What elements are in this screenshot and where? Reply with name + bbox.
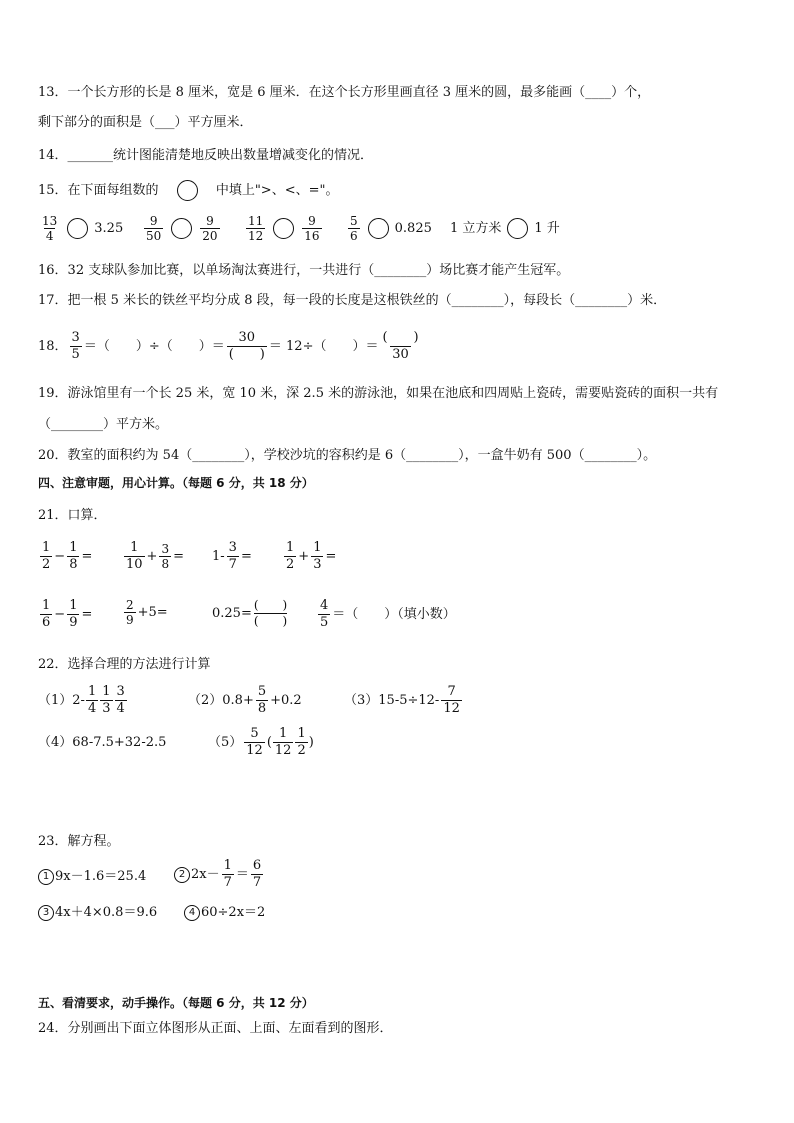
fraction-denominator: 4	[45, 229, 54, 243]
compare-left-value: 1 立方米	[450, 221, 502, 236]
fraction-denominator: 5	[71, 347, 80, 362]
comparison-circle-icon	[177, 180, 198, 201]
question-23-row-1	[38, 858, 738, 894]
compare-right-value: 3.25	[94, 221, 124, 236]
calc-item-c	[212, 540, 252, 573]
fraction-numerator: 3	[161, 542, 170, 556]
equals-sign: =	[325, 549, 337, 564]
calc-item-g	[212, 598, 289, 629]
question-22-row-1	[38, 684, 738, 720]
expression-suffix: +0.2	[270, 693, 302, 708]
question-13-line-1: 13．一个长方形的长是 8 厘米，宽是 6 厘米．在这个长方形里画直径 3 厘米的圆，最多能画（____）个，	[38, 85, 651, 100]
question-21-row-1	[38, 540, 738, 576]
fraction-numerator: 1	[87, 684, 97, 699]
comparison-circle-icon	[507, 218, 528, 239]
fraction-numerator: 1	[69, 598, 78, 613]
question-19-line-1: 19．游泳馆里有一个长 25 米，宽 10 米，深 2.5 米的游泳池，如果在池底和四周贴上瓷砖，需要贴瓷砖的面积一共有	[38, 386, 719, 401]
compare-right-value: 1 升	[534, 221, 560, 236]
fraction-denominator: ( )	[253, 614, 288, 628]
compare-item-2	[142, 214, 222, 243]
compare-right-value: 0.825	[394, 221, 432, 236]
circled-number-icon: 4	[184, 905, 200, 921]
calc-item-b	[122, 540, 184, 573]
fraction-numerator: 5	[257, 684, 267, 699]
fraction-denominator: 50	[146, 229, 162, 243]
fraction-denominator: 4	[87, 701, 97, 716]
question-18	[38, 330, 423, 363]
fraction-numerator: 1	[42, 540, 51, 555]
equation-2	[174, 858, 265, 891]
circled-number-icon: 1	[38, 869, 54, 885]
section-5-heading: 五、看清要求，动手操作。（每题 6 分，共 12 分）	[38, 996, 314, 1010]
question-17: 17．把一根 5 米长的铁丝平均分成 8 段，每一段的长度是这根铁丝的（________），每段长（________）米．	[38, 293, 667, 308]
fraction-denominator: 30	[392, 347, 409, 362]
calc-part-4: （4）68-7.5+32-2.5	[38, 735, 167, 750]
fraction-numerator: 13	[42, 214, 58, 228]
equals-sign: ＝	[235, 867, 249, 882]
calc-item-d	[282, 540, 336, 573]
fraction-numerator: 1	[313, 540, 322, 555]
fraction-numerator: 6	[252, 858, 262, 873]
fraction-numerator: 1	[42, 598, 51, 613]
fraction-numerator: 1	[297, 726, 306, 741]
expression-prefix: （1）2-	[38, 693, 85, 708]
fraction-numerator: 3	[71, 330, 80, 345]
fraction-denominator: 20	[202, 229, 218, 243]
fraction-denominator: 3	[313, 557, 322, 572]
fraction-denominator: 12	[248, 229, 264, 243]
circled-number-icon: 2	[174, 867, 190, 883]
comparison-circle-icon	[171, 218, 192, 239]
comparison-circle-icon	[67, 218, 88, 239]
fraction-numerator: 1	[279, 726, 288, 741]
fraction-numerator: 1	[286, 540, 295, 555]
expression-suffix: ＝（ ）（填小数）	[332, 607, 456, 622]
compare-item-4	[346, 214, 432, 243]
question-13-line-2: 剩下部分的面积是（___）平方厘米．	[38, 115, 253, 130]
equation-text: 9x－1.6＝25.4	[55, 869, 147, 884]
fraction-denominator: 8	[257, 701, 267, 716]
question-16: 16．32 支球队参加比赛，以单场淘汰赛进行，一共进行（________）场比赛才能产生冠军。	[38, 263, 570, 278]
fraction-denominator: 9	[126, 613, 134, 627]
fraction-denominator: 7	[223, 875, 232, 890]
equals-sign: =	[173, 549, 184, 564]
fraction-denominator: 6	[350, 229, 358, 243]
fraction-denominator: 6	[42, 615, 51, 630]
operator: +	[298, 549, 310, 564]
fraction-numerator: 3	[116, 684, 125, 699]
question-19-line-2: （________）平方米。	[38, 417, 169, 432]
compare-item-1	[38, 214, 123, 243]
equation-text: 2x－	[191, 867, 220, 882]
question-22-row-2	[38, 726, 738, 762]
fraction-denominator: 2	[297, 743, 306, 758]
question-15-suffix: 中填上">、<、="。	[215, 183, 339, 198]
equation-1	[38, 868, 146, 886]
fraction-numerator: 9	[308, 214, 316, 228]
calc-item-f	[122, 598, 168, 627]
fraction-denominator: 16	[304, 229, 320, 243]
fraction-denominator: 2	[42, 557, 51, 572]
calc-part-1	[38, 684, 128, 717]
question-22-title: 22．选择合理的方法进行计算	[38, 657, 211, 672]
fraction-denominator: 5	[320, 615, 329, 630]
fraction-denominator: 8	[69, 557, 78, 572]
fraction-numerator: 30	[238, 330, 256, 345]
question-15-prefix: 15．在下面每组数的	[38, 183, 159, 198]
question-15-instruction	[38, 180, 338, 201]
question-18-expression: ＝（ ）÷（ ）＝	[83, 339, 225, 354]
fraction-denominator: 10	[126, 557, 143, 572]
fraction-numerator: 5	[350, 214, 358, 228]
fraction-numerator: 9	[149, 214, 158, 228]
fraction-numerator: 11	[248, 214, 264, 228]
equals-sign: =	[81, 549, 93, 564]
fraction-denominator: 12	[246, 743, 263, 758]
expression-prefix: 0.25=	[212, 606, 252, 621]
question-21-row-2	[38, 598, 738, 634]
operator: −	[54, 549, 66, 564]
question-20: 20．教室的面积约为 54（________），学校沙坑的容积约是 6（________），一盒牛奶有 500（________）。	[38, 448, 657, 463]
comparison-circle-icon	[368, 218, 389, 239]
fraction-denominator: 4	[116, 701, 125, 716]
equation-3	[38, 904, 157, 922]
equation-text: 4x＋4×0.8＝9.6	[55, 905, 158, 920]
equation-4	[184, 904, 265, 922]
fraction-denominator: 12	[443, 701, 460, 716]
expression-prefix: （5）	[208, 735, 243, 750]
comparison-circle-icon	[273, 218, 294, 239]
fraction-denominator: 7	[252, 875, 262, 890]
fraction-numerator: 1	[102, 684, 111, 699]
circled-number-icon: 3	[38, 905, 54, 921]
question-21-title: 21．口算．	[38, 508, 107, 523]
fraction-numerator: 4	[320, 598, 329, 613]
expression-prefix: （2）0.8+	[188, 693, 254, 708]
open-paren: (	[266, 735, 272, 750]
expression-suffix: +5=	[137, 605, 168, 620]
fraction-denominator: 12	[274, 743, 292, 758]
fraction-numerator: ( )	[253, 598, 288, 612]
fraction-denominator: 8	[161, 557, 170, 571]
fraction-denominator: 2	[286, 557, 295, 572]
question-24: 24．分别画出下面立体图形从正面、上面、左面看到的图形．	[38, 1021, 393, 1036]
calc-part-5	[208, 726, 314, 759]
fraction-denominator: 9	[69, 615, 78, 630]
fraction-denominator: 7	[228, 557, 237, 572]
fraction-numerator: 2	[126, 598, 134, 612]
fraction-denominator: ( )	[228, 347, 265, 362]
calc-item-h	[316, 598, 456, 631]
compare-item-5	[450, 218, 560, 239]
fraction-numerator: 1	[223, 858, 232, 873]
fraction-numerator: 1	[69, 540, 78, 555]
expression-prefix: 1-	[212, 549, 225, 564]
fraction-numerator: 7	[447, 684, 456, 699]
close-paren: )	[308, 735, 314, 750]
operator: +	[146, 549, 158, 564]
equals-sign: =	[240, 549, 252, 564]
calc-part-3	[344, 684, 464, 717]
fraction-numerator: 1	[130, 540, 139, 555]
expression-prefix: （3）15-5÷12-	[344, 693, 440, 708]
compare-item-3	[244, 214, 324, 243]
fraction-numerator: 9	[206, 214, 214, 228]
equation-text: 60÷2x＝2	[201, 905, 266, 920]
section-4-heading: 四、注意审题，用心计算。（每题 6 分，共 18 分）	[38, 476, 314, 490]
question-23-title: 23．解方程。	[38, 834, 120, 849]
calc-part-2	[188, 684, 302, 717]
question-18-expression: ＝ 12÷（ ）＝	[268, 339, 379, 354]
operator: −	[54, 607, 66, 622]
fraction-numerator: ( )	[382, 330, 419, 345]
fraction-numerator: 5	[250, 726, 259, 741]
question-14: 14．_______统计图能清楚地反映出数量增减变化的情况．	[38, 148, 374, 163]
calc-item-e	[38, 598, 92, 631]
question-18-label: 18．	[38, 339, 68, 354]
fraction-numerator: 3	[228, 540, 237, 555]
fraction-denominator: 3	[102, 701, 111, 716]
equals-sign: =	[81, 607, 93, 622]
calc-item-a	[38, 540, 92, 573]
